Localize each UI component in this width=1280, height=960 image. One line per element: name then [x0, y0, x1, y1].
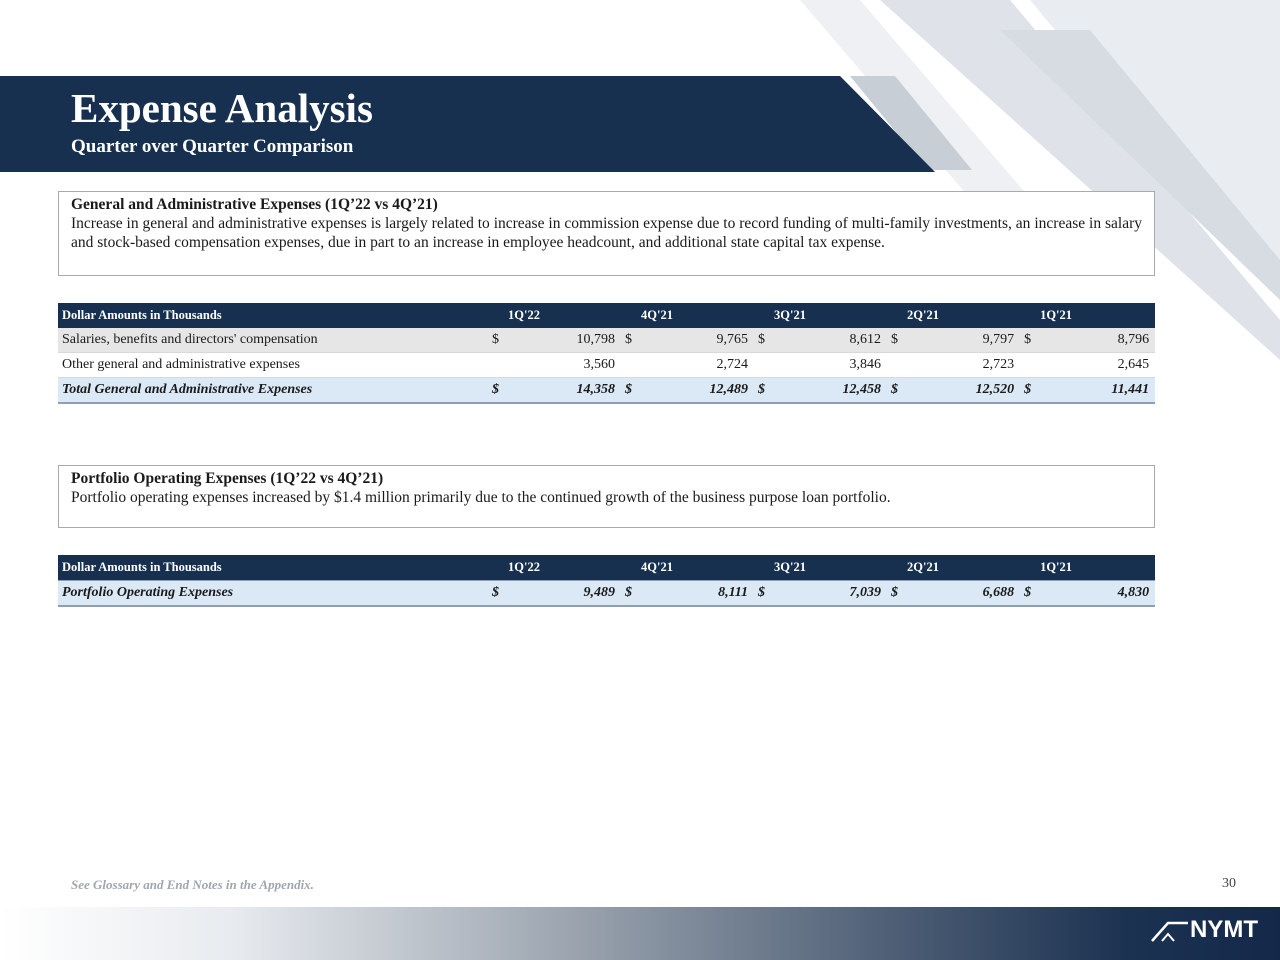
column-header: 4Q'21 — [621, 303, 754, 328]
table-header-row — [58, 303, 1155, 328]
footer-band — [0, 907, 1280, 960]
dollar-sign: $ — [754, 581, 776, 607]
cell-value: 12,489 — [643, 378, 754, 404]
page-subtitle: Quarter over Quarter Comparison — [71, 136, 354, 157]
page-title: Expense Analysis — [71, 85, 373, 131]
cell-value: 2,645 — [1042, 353, 1155, 378]
column-header: 3Q'21 — [754, 303, 887, 328]
column-header: 1Q'22 — [488, 555, 621, 581]
nymt-logo — [1150, 916, 1258, 944]
column-header: Dollar Amounts in Thousands — [58, 555, 488, 581]
dollar-sign: $ — [621, 581, 643, 607]
cell-value: 10,798 — [510, 328, 621, 353]
page-number: 30 — [1222, 876, 1236, 891]
column-header: Dollar Amounts in Thousands — [58, 303, 488, 328]
column-header: 1Q'22 — [488, 303, 621, 328]
cell-value: 7,039 — [776, 581, 887, 607]
po-note-body: Portfolio operating expenses increased by $1.4 million primarily due to the continued growth of the business purpose loan portfolio. — [71, 489, 891, 506]
house-roof-icon — [1150, 917, 1190, 943]
column-header: 1Q'21 — [1020, 303, 1155, 328]
row-label: Portfolio Operating Expenses — [58, 581, 488, 607]
cell-value: 9,765 — [643, 328, 754, 353]
column-header: 4Q'21 — [621, 555, 754, 581]
dollar-sign: $ — [621, 328, 643, 353]
dollar-sign: $ — [887, 328, 909, 353]
dollar-sign: $ — [488, 378, 510, 404]
cell-value: 12,458 — [776, 378, 887, 404]
cell-value: 11,441 — [1042, 378, 1155, 404]
cell-value: 8,612 — [776, 328, 887, 353]
po-note-box — [58, 465, 1155, 528]
cell-value: 6,688 — [909, 581, 1020, 607]
cell-value: 14,358 — [510, 378, 621, 404]
dollar-sign: $ — [1020, 378, 1042, 404]
total-row — [58, 581, 1155, 607]
cell-value: 4,830 — [1042, 581, 1155, 607]
cell-value: 12,520 — [909, 378, 1020, 404]
cell-value: 8,796 — [1042, 328, 1155, 353]
total-row — [58, 378, 1155, 404]
ga-note-box — [58, 191, 1155, 276]
dollar-sign: $ — [887, 378, 909, 404]
cell-value: 3,560 — [510, 353, 621, 378]
dollar-sign: $ — [488, 328, 510, 353]
ga-note-body: Increase in general and administrative expenses is largely related to increase in commission expense due to record funding of multi-family investments, an increase in salary and stock-based compensation expenses, due in part to an increase in employee headcount, and additional state capital tax expense. — [71, 215, 1142, 251]
column-header: 1Q'21 — [1020, 555, 1155, 581]
column-header: 2Q'21 — [887, 555, 1020, 581]
cell-value: 3,846 — [776, 353, 887, 378]
dollar-sign: $ — [1020, 328, 1042, 353]
dollar-sign: $ — [488, 581, 510, 607]
dollar-sign: $ — [621, 378, 643, 404]
cell-value: 9,489 — [510, 581, 621, 607]
dollar-sign: $ — [754, 378, 776, 404]
cell-value: 2,723 — [909, 353, 1020, 378]
table-row — [58, 328, 1155, 353]
glossary-footnote: See Glossary and End Notes in the Appendix. — [71, 877, 314, 892]
row-label: Salaries, benefits and directors' compensation — [58, 328, 488, 353]
table-row — [58, 353, 1155, 378]
cell-value: 9,797 — [909, 328, 1020, 353]
po-expense-table — [58, 555, 1155, 607]
column-header: 2Q'21 — [887, 303, 1020, 328]
column-header: 3Q'21 — [754, 555, 887, 581]
cell-value: 2,724 — [643, 353, 754, 378]
dollar-sign: $ — [754, 328, 776, 353]
cell-value: 8,111 — [643, 581, 754, 607]
row-label: Total General and Administrative Expenses — [58, 378, 488, 404]
dollar-sign: $ — [1020, 581, 1042, 607]
po-note-title: Portfolio Operating Expenses (1Q’22 vs 4Q’21) — [71, 470, 384, 487]
ga-expense-table — [58, 303, 1155, 404]
logo-text: NYMT — [1190, 916, 1258, 943]
ga-note-title: General and Administrative Expenses (1Q’22 vs 4Q’21) — [71, 196, 438, 213]
table-header-row — [58, 555, 1155, 581]
dollar-sign: $ — [887, 581, 909, 607]
row-label: Other general and administrative expenses — [58, 353, 488, 378]
